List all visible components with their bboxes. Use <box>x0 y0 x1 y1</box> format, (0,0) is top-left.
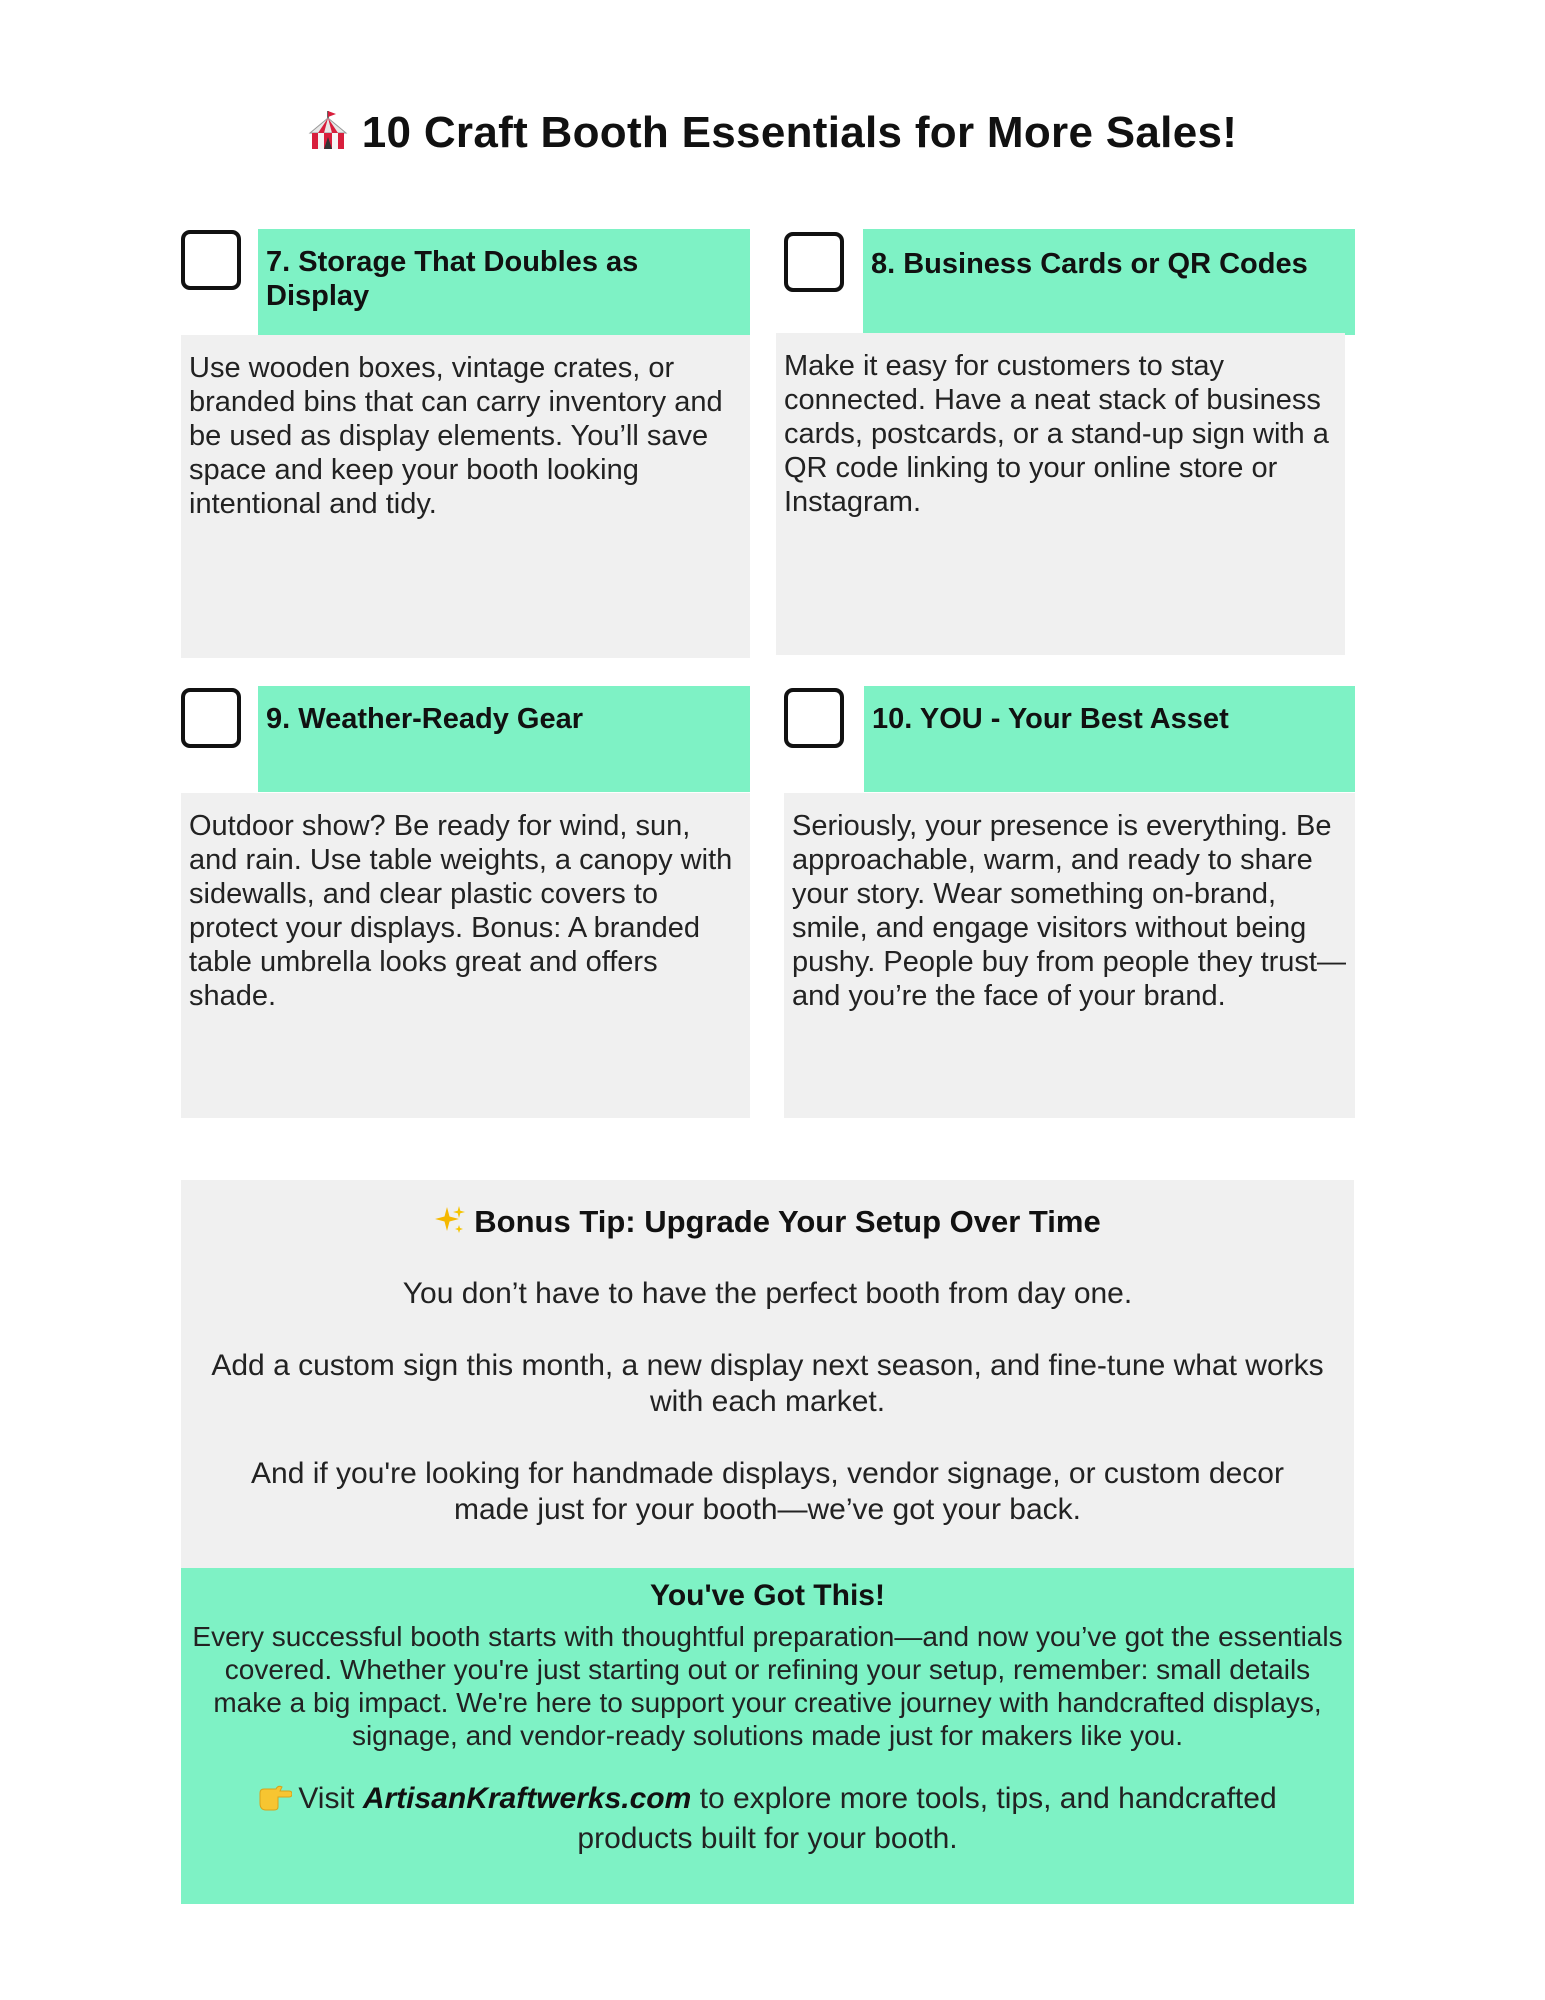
website-link[interactable]: ArtisanKraftwerks.com <box>362 1782 692 1815</box>
item-10-heading: 10. YOU - Your Best Asset <box>864 686 1355 792</box>
bonus-tip-title <box>181 1202 1354 1246</box>
item-8-body: Make it easy for customers to stay connected. Have a neat stack of business cards, postcards, or a stand-up sign with a QR code linking to your online store or Instagram. <box>776 333 1345 655</box>
closing-title: You've Got This! <box>650 1579 885 1612</box>
page-title-text: 10 Craft Booth Essentials for More Sales! <box>361 108 1238 157</box>
visit-line <box>211 1780 1324 1857</box>
pointing-hand-icon <box>258 1783 292 1820</box>
page-title <box>0 108 1545 162</box>
item-7-body: Use wooden boxes, vintage crates, or branded bins that can carry inventory and be used as display elements. You’ll save space and keep your booth looking intentional and tidy. <box>181 335 750 658</box>
bonus-tip-title-text: Bonus Tip: Upgrade Your Setup Over Time <box>474 1204 1101 1239</box>
closing-body: Every successful booth starts with thoughtful preparation—and now you’ve got the essentials covered. Whether you're just starting out or refining your setup, remember: small details make a big impact. We're here to support your creative journey with handcrafted displays, signage, and vendor-ready solutions made just for makers like you. <box>192 1621 1343 1751</box>
closing-panel <box>181 1568 1354 1904</box>
checkbox-item-10[interactable] <box>784 688 844 748</box>
bonus-paragraph-3: And if you're looking for handmade displays, vendor signage, or custom decor made just for your booth—we’ve got your back. <box>251 1457 1284 1526</box>
bonus-paragraph-2: Add a custom sign this month, a new display next season, and fine-tune what works with each market. <box>211 1349 1324 1418</box>
checkbox-item-8[interactable] <box>784 232 844 292</box>
circus-tent-icon <box>308 109 348 162</box>
bonus-tip-panel <box>181 1180 1354 1568</box>
item-7-heading: 7. Storage That Doubles as Display <box>258 229 750 335</box>
item-10-body: Seriously, your presence is everything. Be approachable, warm, and ready to share your story. Wear something on-brand, smile, and engage visitors without being pushy. People buy from people they trust—and you’re the face of your brand. <box>784 793 1355 1118</box>
item-9-body: Outdoor show? Be ready for wind, sun, and rain. Use table weights, a canopy with sidewalls, and clear plastic covers to protect your displays. Bonus: A branded table umbrella looks great and offers shade. <box>181 793 750 1118</box>
checkbox-item-9[interactable] <box>181 688 241 748</box>
item-8-heading: 8. Business Cards or QR Codes <box>863 229 1355 335</box>
sparkles-icon <box>434 1204 466 1246</box>
item-9-heading: 9. Weather-Ready Gear <box>258 686 750 792</box>
visit-prefix: Visit <box>298 1782 355 1815</box>
checkbox-item-7[interactable] <box>181 230 241 290</box>
bonus-paragraph-1: You don’t have to have the perfect booth from day one. <box>402 1277 1133 1310</box>
visit-suffix: to explore more tools, tips, and handcrafted products built for your booth. <box>577 1782 1277 1855</box>
